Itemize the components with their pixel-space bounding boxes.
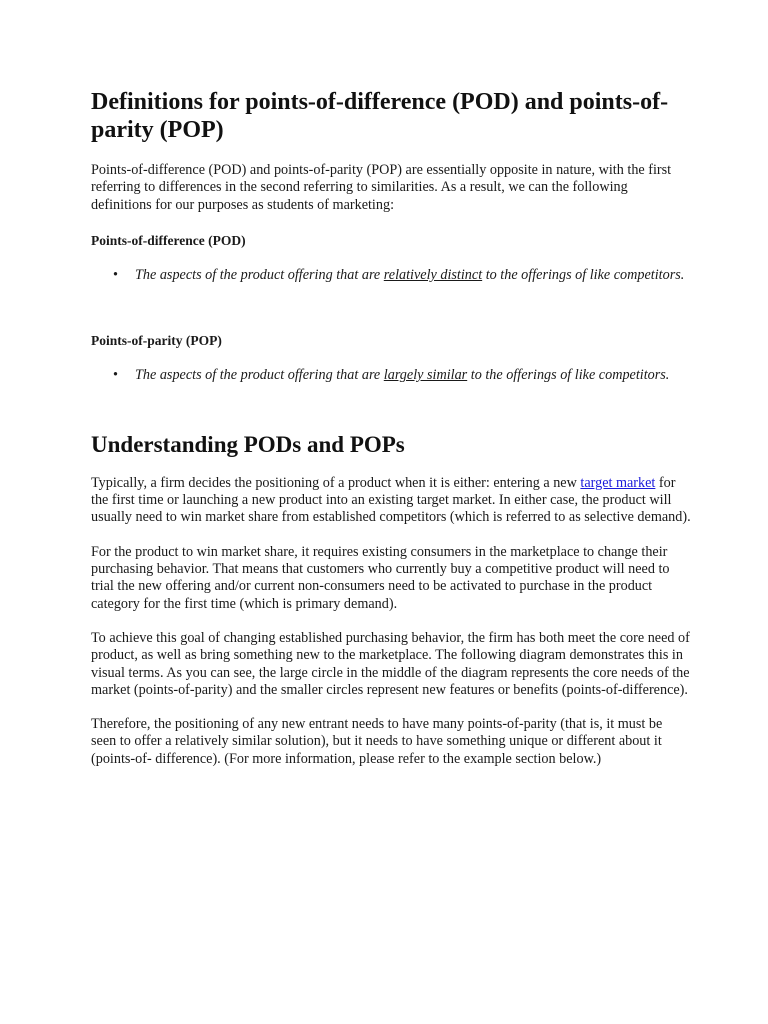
- pop-label: Points-of-parity (POP): [91, 333, 222, 349]
- pod-bullet: [91, 267, 691, 285]
- document-page: [91, 88, 691, 768]
- intro-paragraph: Points-of-difference (POD) and points-of-parity (POP) are essentially opposite in nature, with the first referring to differences in the second referring to similarities. As a result, we can the following definitions for our purposes as students of marketing:: [91, 162, 672, 213]
- paragraph-conclusion: Therefore, the positioning of any new entrant needs to have many points-of-parity (that is, it must be seen to offer a relatively similar solution), but it needs to have something unique or different about it (points-of- difference). (For more information, please refer to the example section below.): [91, 716, 663, 767]
- paragraph-positioning: Typically, a firm decides the positioning of a product when it is either: entering a new target market for the first time or launching a new product into an existing target market. In either case, the product will usually need to win market share from established competitors (which is referred to as selective demand).: [91, 474, 691, 526]
- heading-definitions: Definitions for points-of-difference (POD) and points-of-parity (POP): [91, 89, 669, 143]
- pod-bullet-text: The aspects of the product offering that are relatively distinct to the offerings of like competitors.: [135, 266, 685, 283]
- heading-understanding: Understanding PODs and POPs: [91, 431, 405, 457]
- pop-emphasis: largely similar: [383, 367, 468, 384]
- target-market-link[interactable]: target market: [580, 474, 656, 491]
- pop-bullet: [91, 367, 691, 385]
- bullet-icon: •: [113, 266, 118, 283]
- paragraph-diagram: To achieve this goal of changing established purchasing behavior, the firm has both meet the core need of product, as well as bring something new to the marketplace. The following diagram demonstrates this in visual terms. As you can see, the large circle in the middle of the diagram represents the core needs of the market (points-of-parity) and the smaller circles represent new features or benefits (points-of-difference).: [91, 629, 690, 698]
- pod-label: Points-of-difference (POD): [91, 232, 246, 248]
- pod-emphasis: relatively distinct: [383, 266, 483, 283]
- pop-bullet-text: The aspects of the product offering that are largely similar to the offerings of like competitors.: [135, 367, 670, 384]
- bullet-icon: •: [113, 367, 118, 384]
- paragraph-market-share: For the product to win market share, it requires existing consumers in the marketplace to change their purchasing behavior. That means that customers who currently buy a competitive product will need to trial the new offering and/or current non-consumers need to be activated to purchase in the product category for the first time (which is primary demand).: [91, 543, 670, 612]
